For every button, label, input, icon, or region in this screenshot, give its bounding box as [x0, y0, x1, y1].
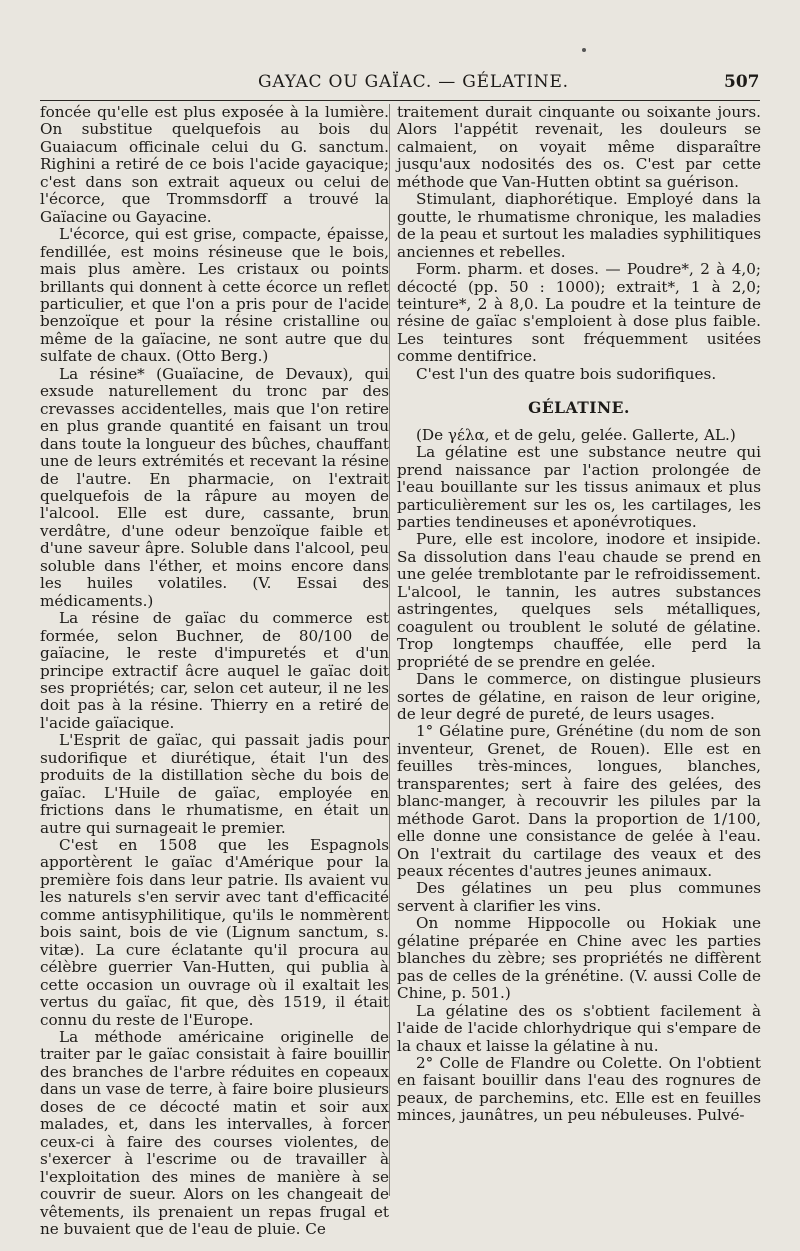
right-column: [397, 104, 761, 1125]
paragraph: La résine* (Guaïacine, de Devaux), qui exsude naturellement du tronc par des crevasses accidentelles, mais que l'on retire en plus grande quantité en faisant un trou dans toute la longueur des bûches, chauffant une de leurs extrémités et recevant la résine de l'autre. En pharmacie, on l'extrait quelquefois de la râpure au moyen de l'alcool. Elle est dure, cassante, brun verdâtre, d'une odeur benzoïque faible et d'une saveur âpre. Soluble dans l'alcool, peu soluble dans l'éther, et moins encore dans les huiles volatiles. (V. Essai des médicaments.): [40, 364, 389, 610]
paragraph: On nomme Hippocolle ou Hokiak une gélatine préparée en Chine avec les parties blanches du zèbre; ses propriétés ne diffèrent pas de celles de la grénétine. (V. aussi Colle de Chine, p. 501.): [397, 914, 761, 1003]
paragraph: Form. pharm. et doses. — Poudre*, 2 à 4,0; décocté (pp. 50 : 1000); extrait*, 1 à 2,0; teinture*, 2 à 8,0. La poudre et la teinture de résine de gaïac s'emploient à dose plus faible. Les teintures sont fréquemment usitées comme dentifrice.: [397, 260, 761, 366]
paragraph: traitement durait cinquante ou soixante jours. Alors l'appétit revenait, les douleurs se calmaient, on voyait même disparaître jusqu'aux nodosités des os. C'est par cette méthode que Van-Hutten obtint sa guérison.: [397, 103, 761, 191]
paragraph: L'écorce, qui est grise, compacte, épaisse, fendillée, est moins résineuse que le bois, mais plus amère. Les cristaux ou points brillants qui donnent à cette écorce un reflet particulier, et que l'on a pris pour de l'acide benzoïque et pour la résine cristalline ou même de la gaïacine, ne sont autre que du sulfate de chaux. (Otto Berg.): [40, 225, 389, 366]
page-number: 507: [724, 72, 760, 92]
paragraph: foncée qu'elle est plus exposée à la lumière. On substitue quelquefois au bois du Guaiacum officinale celui du G. sanctum. Righini a retiré de ce bois l'acide gayacique; c'est dans son extrait aqueux ou celui de l'écorce, que Trommsdorff a trouvé la Gaïacine ou Gayacine.: [40, 103, 389, 226]
paragraph: La méthode américaine originelle de traiter par le gaïac consistait à faire bouillir des branches de l'arbre réduites en copeaux dans un vase de terre, à faire boire plusieurs doses de ce décocté matin et soir aux malades, et, dans les intervalles, à forcer ceux-ci à faire des courses violentes, de s'exercer à l'escrime ou de travailler à l'exploitation des mines de manière à se couvrir de sueur. Alors on les changeait de vêtements, ils prenaient un repas frugal et ne buvaient que de l'eau de pluie. Ce: [40, 1028, 389, 1238]
etymology: (De γέλα, et de gelu, gelée. Gallerte, AL.): [416, 425, 736, 444]
paragraph: Stimulant, diaphorétique. Employé dans la goutte, le rhumatisme chronique, les maladies de la peau et surtout les maladies syphilitiques anciennes et rebelles.: [397, 190, 761, 261]
column-divider: [389, 104, 390, 1196]
section-heading: GÉLATINE.: [528, 398, 630, 418]
paragraph: Des gélatines un peu plus communes servent à clarifier les vins.: [397, 879, 761, 915]
paragraph: C'est en 1508 que les Espagnols apportèrent le gaïac d'Amérique pour la première fois dans leur patrie. Ils avaient vu les naturels s'en servir avec tant d'efficacité comme antisyphilitique, qu'ils le nommèrent bois saint, bois de vie (Lignum sanctum, s. vitæ). La cure éclatante qu'il procura au célèbre guerrier Van-Hutten, qui publia à cette occasion un ouvrage où il exaltait les vertus du gaïac, fit que, dès 1519, il était connu du reste de l'Europe.: [40, 836, 389, 1029]
paragraph: Dans le commerce, on distingue plusieurs sortes de gélatine, en raison de leur origine, de leur degré de pureté, de leurs usages.: [397, 670, 761, 723]
paragraph: La résine de gaïac du commerce est formée, selon Buchner, de 80/100 de gaïacine, le reste d'impuretés et d'un principe extractif âcre auquel le gaïac doit ses propriétés; car, selon cet auteur, il ne les doit pas à la résine. Thierry en a retiré de l'acide gaïacique.: [40, 609, 389, 732]
running-title: GAYAC OU GAÏAC. — GÉLATINE.: [258, 72, 569, 92]
ink-speck: [582, 48, 586, 52]
page-header: [0, 72, 800, 96]
paragraph: C'est l'un des quatre bois sudorifiques.: [416, 364, 717, 383]
left-column: [40, 104, 389, 1238]
paragraph: L'Esprit de gaïac, qui passait jadis pour sudorifique et diurétique, était l'un des produits de la distillation sèche du bois de gaïac. L'Huile de gaïac, employée en frictions dans le rhumatisme, en était un autre qui surnageait le premier.: [40, 731, 389, 837]
paragraph: Pure, elle est incolore, inodore et insipide. Sa dissolution dans l'eau chaude se prend en une gelée tremblotante par le refroidissement. L'alcool, le tannin, les autres substances astringentes, quelques sels métalliques, coagulent ou troublent le soluté de gélatine. Trop longtemps chauffée, elle perd la propriété de se prendre en gelée.: [397, 530, 761, 671]
header-rule: [40, 100, 760, 101]
paragraph: 1° Gélatine pure, Grénétine (du nom de son inventeur, Grenet, de Rouen). Elle est en feuilles très-minces, longues, blanches, transparentes; sert à faire des gelées, des blanc-manger, à recouvrir les pilules par la méthode Garot. Dans la proportion de 1/100, elle donne une consistance de gelée à l'eau. On l'extrait du cartilage des veaux et des peaux récentes d'autres jeunes animaux.: [397, 722, 761, 881]
paragraph: La gélatine des os s'obtient facilement à l'aide de l'acide chlorhydrique qui s'empare de la chaux et laisse la gélatine à nu.: [397, 1001, 761, 1055]
paragraph: 2° Colle de Flandre ou Colette. On l'obtient en faisant bouillir dans l'eau des rognures de peaux, de parchemins, etc. Elle est en feuilles minces, jaunâtres, un peu nébuleuses. Pulvé-: [397, 1054, 761, 1125]
paragraph: La gélatine est une substance neutre qui prend naissance par l'action prolongée de l'eau bouillante sur les tissus animaux et plus particulièrement sur les os, les cartilages, les parties tendineuses et aponévrotiques.: [397, 443, 761, 531]
